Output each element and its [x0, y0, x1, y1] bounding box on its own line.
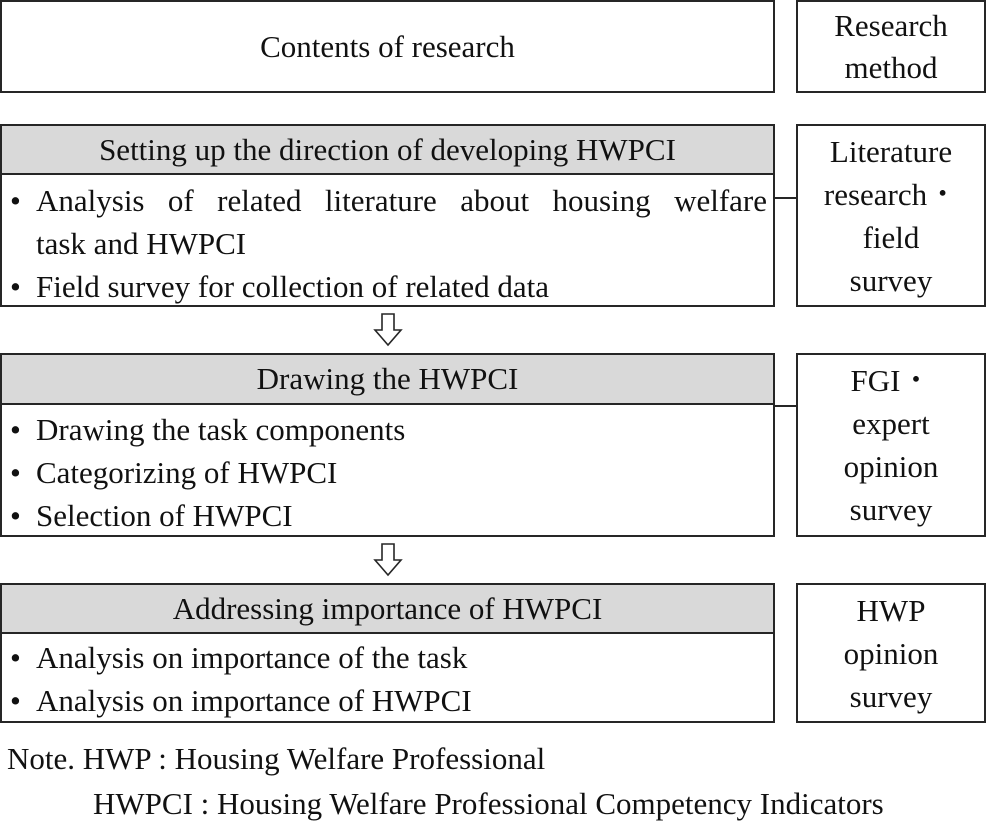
- method-line: Literature: [829, 133, 953, 169]
- method-header-line: Research: [834, 7, 948, 43]
- list-item-text: Analysis on importance of HWPCI: [36, 683, 472, 718]
- section-items: [2, 179, 773, 308]
- list-item: [10, 451, 767, 494]
- method-line: FGI・: [850, 363, 932, 398]
- section-title-bar: [2, 355, 773, 405]
- section-title: Setting up the direction of developing HWPCI: [99, 131, 676, 167]
- list-item-text: Analysis of related literature about housing welfare: [36, 183, 767, 218]
- note-line-1: Note. HWP : Housing Welfare Professional: [7, 741, 546, 776]
- section-title: Drawing the HWPCI: [256, 361, 519, 396]
- list-item-text: Categorizing of HWPCI: [36, 455, 338, 490]
- method-line: opinion: [843, 635, 939, 671]
- note-line-2: HWPCI : Housing Welfare Professional Competency Indicators: [93, 786, 884, 821]
- method-header-line: method: [844, 49, 938, 85]
- method-line: expert: [852, 406, 930, 441]
- list-item: [10, 265, 767, 308]
- bullet-icon: •: [10, 498, 21, 533]
- section-title-bar: [2, 126, 773, 175]
- list-item-text: Analysis on importance of the task: [36, 640, 468, 675]
- contents-header-label: Contents of research: [260, 28, 515, 64]
- bullet-icon: •: [10, 455, 21, 490]
- section-items: [2, 408, 773, 537]
- connector-line: [775, 197, 797, 199]
- method-line: opinion: [843, 449, 939, 484]
- bullet-icon: •: [10, 269, 21, 304]
- list-item: [10, 494, 767, 537]
- down-arrow-icon: [373, 543, 403, 577]
- section-title-bar: [2, 585, 773, 634]
- list-item: [10, 179, 767, 265]
- method-line: HWP: [856, 592, 926, 628]
- down-arrow-icon: [373, 313, 403, 347]
- section-drawing-box: [0, 353, 775, 537]
- method-box-hwp: [796, 583, 986, 723]
- method-box-fgi: [796, 353, 986, 537]
- method-line: field: [862, 219, 920, 255]
- bullet-icon: •: [10, 683, 21, 718]
- connector-line: [775, 405, 797, 407]
- list-item-text: Drawing the task components: [36, 412, 406, 447]
- bullet-icon: •: [10, 640, 21, 675]
- list-item-text: Field survey for collection of related data: [36, 269, 550, 304]
- method-line: survey: [849, 492, 933, 527]
- list-item-text: Selection of HWPCI: [36, 498, 293, 533]
- method-line: research・: [823, 176, 959, 212]
- section-items: [2, 636, 773, 722]
- bullet-icon: •: [10, 412, 21, 447]
- list-item: [10, 679, 767, 722]
- method-line: survey: [849, 678, 933, 714]
- section-importance-box: [0, 583, 775, 723]
- list-item: [10, 636, 767, 679]
- method-box-literature: [796, 124, 986, 307]
- method-line: survey: [849, 262, 933, 298]
- list-item: [10, 408, 767, 451]
- list-item-continuation: task and HWPCI: [36, 226, 247, 261]
- section-direction-box: [0, 124, 775, 307]
- bullet-icon: •: [10, 183, 21, 218]
- contents-header-box: [0, 0, 775, 93]
- section-title: Addressing importance of HWPCI: [172, 590, 603, 626]
- method-header-box: [796, 0, 986, 93]
